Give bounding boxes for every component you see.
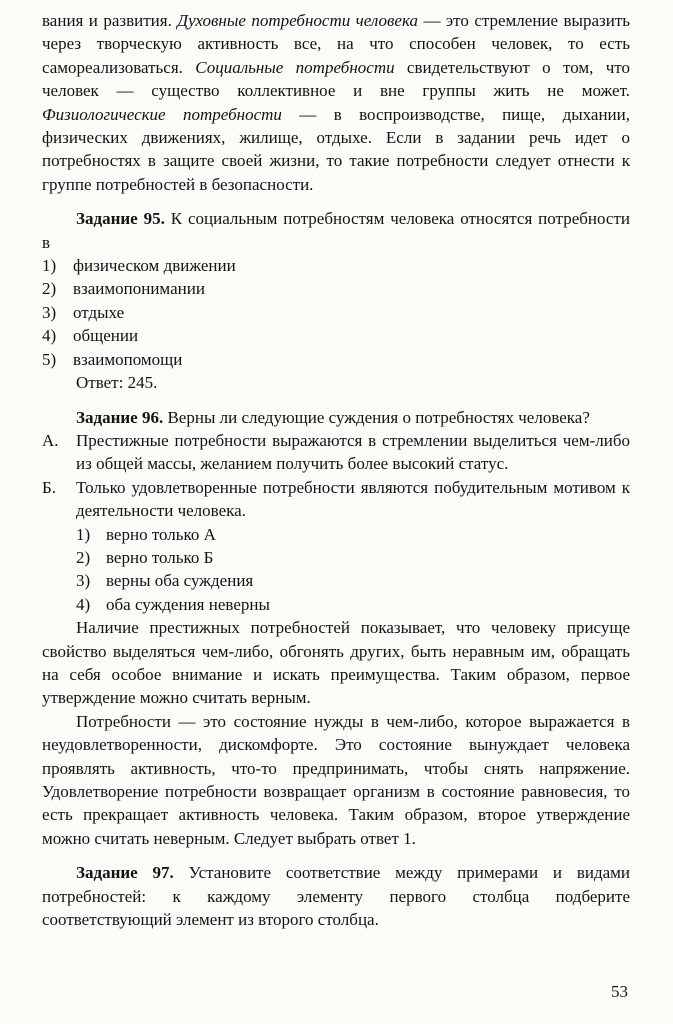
text-run: Верны ли следующие суждения о потребностях человека? — [163, 407, 590, 427]
list-item-marker: 1) — [76, 524, 91, 544]
task-97-header — [42, 861, 630, 931]
intro-paragraph — [42, 9, 630, 196]
list-item-text: верно только А — [106, 524, 216, 544]
bold-run: Задание 96. — [76, 407, 164, 427]
text-run: — это стремление выразить через творческую активность все, на что способен человек, то есть самореализоваться. — [42, 11, 631, 77]
list-item-text: верны оба суждения — [106, 571, 254, 591]
text-run: Ответ: 245. — [76, 373, 158, 393]
list-item — [42, 429, 630, 476]
task-96-explanation-1 — [42, 616, 630, 710]
list-item-text: отдыхе — [73, 302, 125, 322]
task-96-explanation-2 — [42, 710, 630, 850]
list-item-marker: 3) — [42, 302, 57, 322]
text-run: свидетельствуют о том, что человек — существо коллективное и вне группы жить не может. — [42, 57, 631, 101]
text-run: — в воспроизводстве, пище, дыхании, физических движениях, жилище, отдыхе. Если в задании речь идет о потребностях в защите своей жизни, то такие потребности следует отнести к группе потребностей в безопасности. — [42, 104, 631, 194]
list-item-marker: 4) — [76, 594, 91, 614]
list-item-marker: А. — [42, 430, 59, 450]
list-item-marker: 2) — [76, 547, 91, 567]
list-item-text: оба суждения неверны — [106, 594, 270, 614]
list-item-marker: 5) — [42, 349, 57, 369]
task-95-options — [42, 254, 630, 371]
list-item-text: Престижные потребности выражаются в стремлении выделиться чем-либо из общей массы, желанием получить более высокий статус. — [76, 430, 630, 474]
list-item-marker: 1) — [42, 256, 57, 276]
page-number: 53 — [611, 982, 628, 1001]
list-item-marker: 3) — [76, 571, 91, 591]
task-96-options — [76, 523, 630, 617]
bold-run: Задание 95. — [76, 209, 165, 229]
list-item — [42, 476, 630, 523]
list-item-text: верно только Б — [106, 547, 214, 567]
list-item-marker: 4) — [42, 326, 57, 346]
italic-run: Социальные потребности — [195, 57, 395, 77]
list-item — [42, 254, 630, 277]
text-run: вания и развития. — [42, 11, 178, 30]
text-run: Установите соответствие между примерами и видами потребностей: к каждому элементу первого столбца подберите соответствующий элемент из второго столбца. — [42, 863, 630, 930]
list-item — [42, 324, 630, 347]
list-item-marker: 2) — [42, 279, 57, 299]
text-run: К социальным потребностям человека относятся потребности в — [42, 209, 630, 252]
bold-run: Задание 97. — [76, 863, 174, 883]
task-95-answer — [42, 371, 630, 394]
list-item — [76, 569, 630, 592]
italic-run: Духовные потребности человека — [177, 11, 418, 30]
list-item — [76, 523, 630, 546]
list-item — [42, 301, 630, 324]
text-run: Потребности — это состояние нужды в чем-либо, которое выражается в неудовлетворенности, дискомфорте. Это состояние вынуждает человека проявлять активность, что-то предпринимать, чтобы снять напряжение. Удовлетворение потребности возвращает организм в состояние равновесия, то есть прекращает активность человека. Таким образом, второе утверждение можно считать неверным. Следует выбрать ответ 1. — [42, 711, 630, 848]
task-95-header — [42, 207, 630, 254]
list-item — [42, 348, 630, 371]
list-item-text: физическом движении — [73, 256, 236, 276]
list-item-text: взаимопомощи — [73, 349, 183, 369]
text-block — [42, 9, 630, 931]
list-item — [42, 277, 630, 300]
task-96-header — [42, 406, 630, 429]
italic-run: Физиологические потребности — [42, 104, 282, 124]
list-item-marker: Б. — [42, 477, 57, 497]
list-item-text: взаимопонимании — [73, 279, 205, 299]
list-item — [76, 593, 630, 616]
list-item-text: Только удовлетворенные потребности являются побудительным мотивом к деятельности человека. — [76, 477, 630, 521]
list-item-text: общении — [73, 326, 139, 346]
list-item — [76, 546, 630, 569]
task-96-statements — [42, 429, 630, 523]
text-run: Наличие престижных потребностей показывает, что человеку присуще свойство выделяться чем-либо, обгонять других, быть неравным им, обращать на себя особое внимание и искать преимущества. Таким образом, первое утверждение можно считать верным. — [42, 618, 630, 708]
